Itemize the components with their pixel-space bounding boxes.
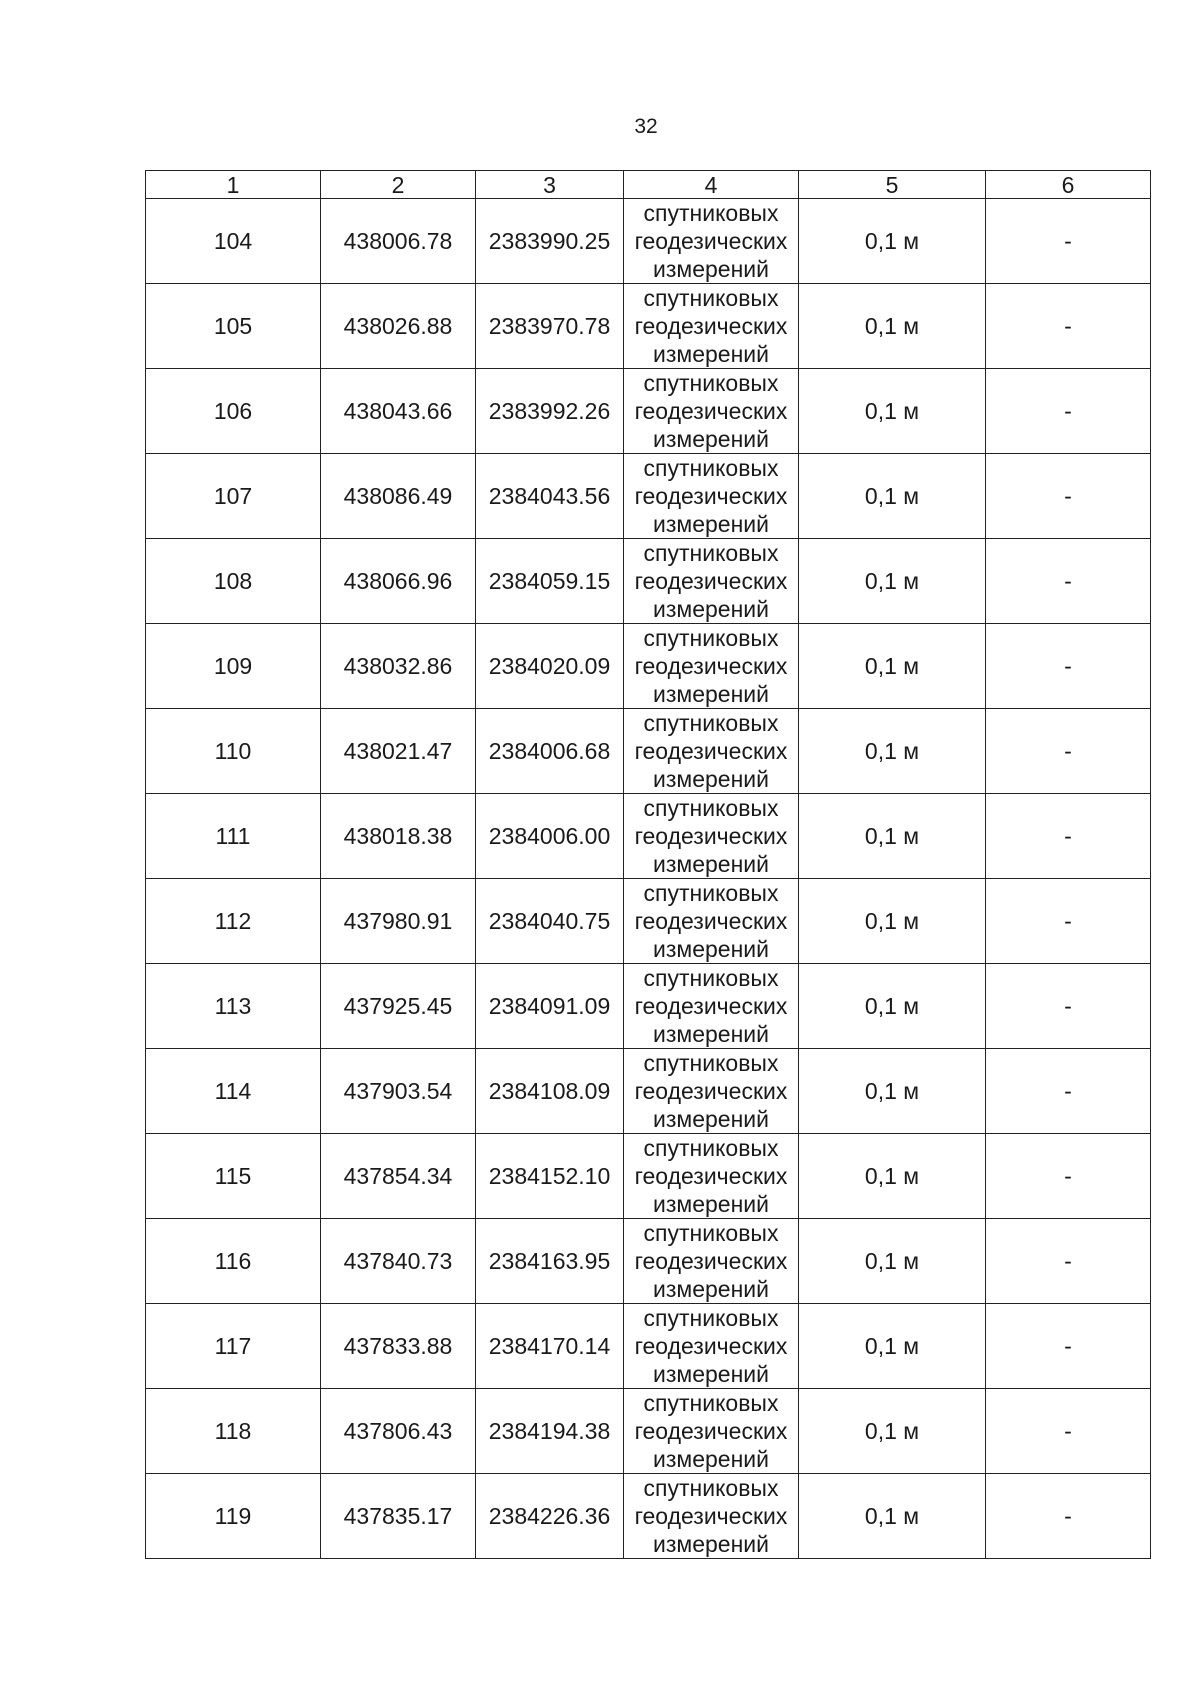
table-row — [146, 794, 1151, 879]
x-coordinate-cell: 437980.91 — [321, 879, 476, 964]
table-body — [146, 199, 1151, 1559]
y-coordinate-cell: 2384226.36 — [476, 1474, 624, 1559]
method-cell: спутниковых геодезических измерений — [624, 1389, 799, 1474]
point-number-cell: 118 — [146, 1389, 321, 1474]
column-header: 6 — [986, 171, 1151, 199]
table-row — [146, 1389, 1151, 1474]
x-coordinate-cell: 437903.54 — [321, 1049, 476, 1134]
accuracy-cell: 0,1 м — [799, 624, 986, 709]
y-coordinate-cell: 2383992.26 — [476, 369, 624, 454]
table-row — [146, 964, 1151, 1049]
accuracy-cell: 0,1 м — [799, 454, 986, 539]
note-cell: - — [986, 709, 1151, 794]
method-cell: спутниковых геодезических измерений — [624, 794, 799, 879]
x-coordinate-cell: 438006.78 — [321, 199, 476, 284]
method-cell: спутниковых геодезических измерений — [624, 1304, 799, 1389]
note-cell: - — [986, 1474, 1151, 1559]
method-cell: спутниковых геодезических измерений — [624, 964, 799, 1049]
x-coordinate-cell: 438026.88 — [321, 284, 476, 369]
note-cell: - — [986, 1219, 1151, 1304]
x-coordinate-cell: 438043.66 — [321, 369, 476, 454]
method-cell: спутниковых геодезических измерений — [624, 624, 799, 709]
y-coordinate-cell: 2384040.75 — [476, 879, 624, 964]
x-coordinate-cell: 438021.47 — [321, 709, 476, 794]
note-cell: - — [986, 624, 1151, 709]
table-row — [146, 879, 1151, 964]
point-number-cell: 107 — [146, 454, 321, 539]
y-coordinate-cell: 2383970.78 — [476, 284, 624, 369]
x-coordinate-cell: 438032.86 — [321, 624, 476, 709]
method-cell: спутниковых геодезических измерений — [624, 1049, 799, 1134]
note-cell: - — [986, 1304, 1151, 1389]
coordinates-table — [145, 170, 1151, 1559]
accuracy-cell: 0,1 м — [799, 1474, 986, 1559]
note-cell: - — [986, 284, 1151, 369]
column-header: 4 — [624, 171, 799, 199]
table-row — [146, 1474, 1151, 1559]
table-row — [146, 1219, 1151, 1304]
note-cell: - — [986, 1389, 1151, 1474]
y-coordinate-cell: 2384170.14 — [476, 1304, 624, 1389]
accuracy-cell: 0,1 м — [799, 1389, 986, 1474]
table-row — [146, 1134, 1151, 1219]
accuracy-cell: 0,1 м — [799, 709, 986, 794]
x-coordinate-cell: 438086.49 — [321, 454, 476, 539]
method-cell: спутниковых геодезических измерений — [624, 1219, 799, 1304]
table-row — [146, 1049, 1151, 1134]
accuracy-cell: 0,1 м — [799, 199, 986, 284]
method-cell: спутниковых геодезических измерений — [624, 369, 799, 454]
table-row — [146, 624, 1151, 709]
y-coordinate-cell: 2384020.09 — [476, 624, 624, 709]
y-coordinate-cell: 2384043.56 — [476, 454, 624, 539]
y-coordinate-cell: 2384059.15 — [476, 539, 624, 624]
accuracy-cell: 0,1 м — [799, 1134, 986, 1219]
table-row — [146, 454, 1151, 539]
accuracy-cell: 0,1 м — [799, 1219, 986, 1304]
column-header: 5 — [799, 171, 986, 199]
y-coordinate-cell: 2384006.68 — [476, 709, 624, 794]
page-number: 32 — [634, 115, 658, 138]
y-coordinate-cell: 2384194.38 — [476, 1389, 624, 1474]
point-number-cell: 119 — [146, 1474, 321, 1559]
table-row — [146, 284, 1151, 369]
note-cell: - — [986, 539, 1151, 624]
point-number-cell: 111 — [146, 794, 321, 879]
table-row — [146, 369, 1151, 454]
x-coordinate-cell: 437854.34 — [321, 1134, 476, 1219]
column-header: 3 — [476, 171, 624, 199]
note-cell: - — [986, 199, 1151, 284]
y-coordinate-cell: 2384163.95 — [476, 1219, 624, 1304]
point-number-cell: 115 — [146, 1134, 321, 1219]
note-cell: - — [986, 454, 1151, 539]
point-number-cell: 105 — [146, 284, 321, 369]
x-coordinate-cell: 437840.73 — [321, 1219, 476, 1304]
point-number-cell: 116 — [146, 1219, 321, 1304]
point-number-cell: 117 — [146, 1304, 321, 1389]
point-number-cell: 108 — [146, 539, 321, 624]
x-coordinate-cell: 437925.45 — [321, 964, 476, 1049]
table-row — [146, 1304, 1151, 1389]
y-coordinate-cell: 2384006.00 — [476, 794, 624, 879]
accuracy-cell: 0,1 м — [799, 964, 986, 1049]
method-cell: спутниковых геодезических измерений — [624, 709, 799, 794]
table-header-row — [146, 171, 1151, 199]
accuracy-cell: 0,1 м — [799, 539, 986, 624]
table-row — [146, 709, 1151, 794]
x-coordinate-cell: 437835.17 — [321, 1474, 476, 1559]
point-number-cell: 114 — [146, 1049, 321, 1134]
note-cell: - — [986, 1134, 1151, 1219]
point-number-cell: 112 — [146, 879, 321, 964]
point-number-cell: 113 — [146, 964, 321, 1049]
note-cell: - — [986, 369, 1151, 454]
accuracy-cell: 0,1 м — [799, 369, 986, 454]
y-coordinate-cell: 2383990.25 — [476, 199, 624, 284]
note-cell: - — [986, 1049, 1151, 1134]
method-cell: спутниковых геодезических измерений — [624, 1474, 799, 1559]
column-header: 2 — [321, 171, 476, 199]
x-coordinate-cell: 438018.38 — [321, 794, 476, 879]
note-cell: - — [986, 964, 1151, 1049]
x-coordinate-cell: 437833.88 — [321, 1304, 476, 1389]
point-number-cell: 109 — [146, 624, 321, 709]
note-cell: - — [986, 879, 1151, 964]
point-number-cell: 110 — [146, 709, 321, 794]
x-coordinate-cell: 438066.96 — [321, 539, 476, 624]
x-coordinate-cell: 437806.43 — [321, 1389, 476, 1474]
method-cell: спутниковых геодезических измерений — [624, 1134, 799, 1219]
accuracy-cell: 0,1 м — [799, 1049, 986, 1134]
note-cell: - — [986, 794, 1151, 879]
accuracy-cell: 0,1 м — [799, 879, 986, 964]
y-coordinate-cell: 2384091.09 — [476, 964, 624, 1049]
method-cell: спутниковых геодезических измерений — [624, 199, 799, 284]
table-row — [146, 539, 1151, 624]
point-number-cell: 106 — [146, 369, 321, 454]
method-cell: спутниковых геодезических измерений — [624, 284, 799, 369]
accuracy-cell: 0,1 м — [799, 284, 986, 369]
column-header: 1 — [146, 171, 321, 199]
accuracy-cell: 0,1 м — [799, 794, 986, 879]
method-cell: спутниковых геодезических измерений — [624, 879, 799, 964]
table-row — [146, 199, 1151, 284]
y-coordinate-cell: 2384108.09 — [476, 1049, 624, 1134]
point-number-cell: 104 — [146, 199, 321, 284]
y-coordinate-cell: 2384152.10 — [476, 1134, 624, 1219]
method-cell: спутниковых геодезических измерений — [624, 539, 799, 624]
method-cell: спутниковых геодезических измерений — [624, 454, 799, 539]
accuracy-cell: 0,1 м — [799, 1304, 986, 1389]
